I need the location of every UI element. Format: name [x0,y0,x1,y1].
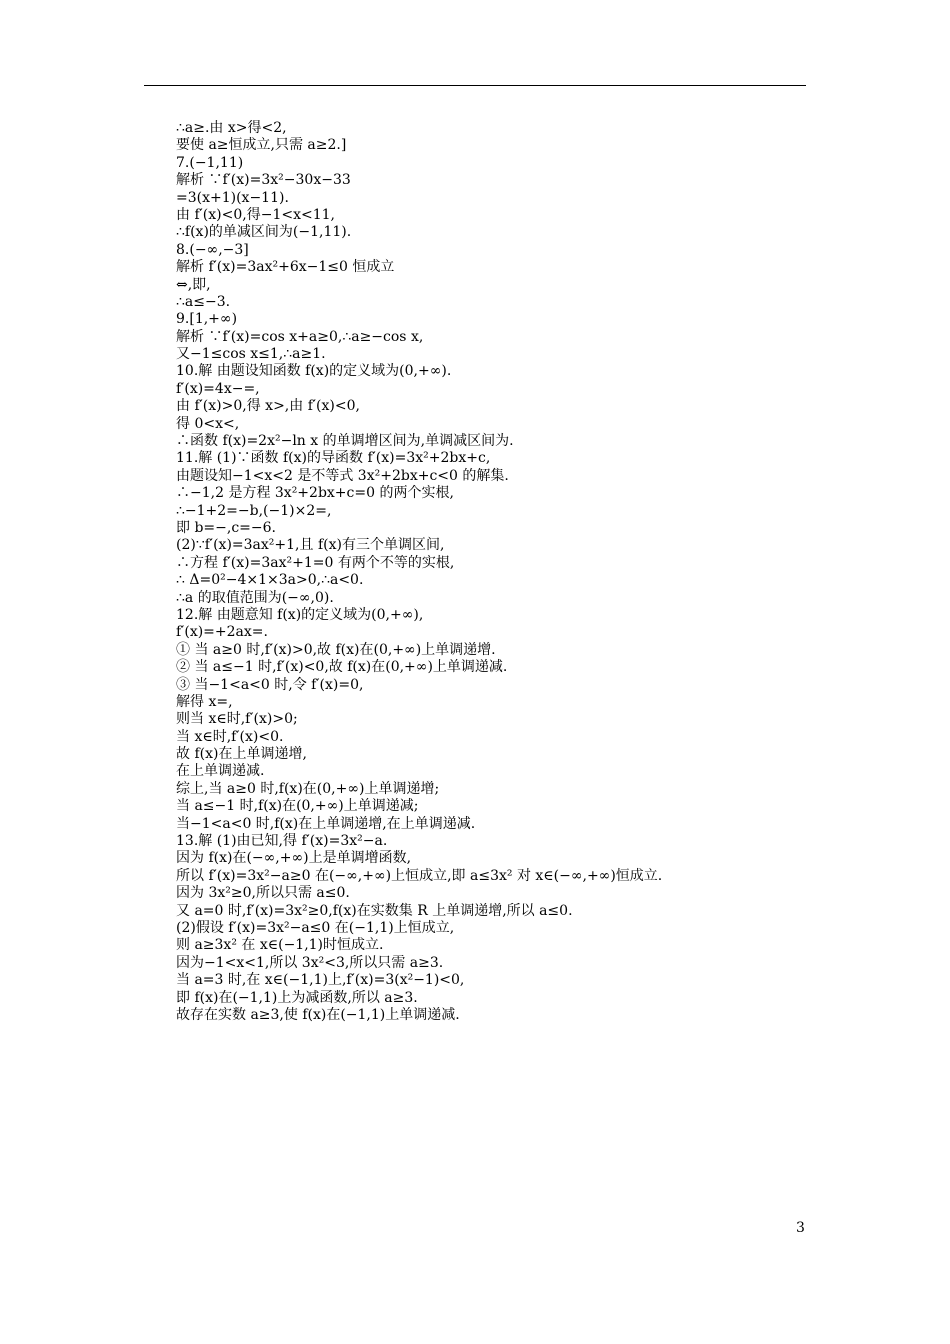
text-line: 故 f(x)在上单调递增, [176,746,307,763]
text-line: ∴f(x)的单减区间为(−1,11). [176,224,352,241]
text-line: ⇔,即, [176,276,211,293]
page-number: 3 [796,1220,805,1236]
text-line: 由题设知−1<x<2 是不等式 3x²+2bx+c<0 的解集. [176,467,509,484]
text-line: 解析 ∵f′(x)=3x²−30x−33 [176,172,351,189]
text-line: ∴方程 f′(x)=3ax²+1=0 有两个不等的实根, [176,554,455,571]
text-line: 故存在实数 a≥3,使 f(x)在(−1,1)上单调递减. [176,1006,460,1023]
text-line: 11.解 (1)∵函数 f(x)的导函数 f′(x)=3x²+2bx+c, [176,450,491,467]
text-line: =3(x+1)(x−11). [176,189,289,206]
text-line: 因为−1<x<1,所以 3x²<3,所以只需 a≥3. [176,954,444,971]
text-line: ∴a 的取值范围为(−∞,0). [176,589,334,606]
text-line: 7.(−1,11) [176,154,244,171]
text-line: 在上单调递减. [176,763,265,780]
text-line: 解析 ∵f′(x)=cos x+a≥0,∴a≥−cos x, [176,328,424,345]
text-line: 当−1<a<0 时,f(x)在上单调递增,在上单调递减. [176,815,476,832]
text-line: ∴函数 f(x)=2x²−ln x 的单调增区间为,单调减区间为. [176,433,514,450]
text-line: f′(x)=4x−=, [176,380,260,397]
document-body [176,120,826,1024]
text-line: 由 f′(x)<0,得−1<x<11, [176,206,335,223]
text-line: 由 f′(x)>0,得 x>,由 f′(x)<0, [176,398,360,415]
text-line: 10.解 由题设知函数 f(x)的定义域为(0,+∞). [176,363,452,380]
text-line: 13.解 (1)由已知,得 f′(x)=3x²−a. [176,833,388,850]
text-line: 则当 x∈时,f′(x)>0; [176,711,298,728]
text-line: 又 a=0 时,f′(x)=3x²≥0,f(x)在实数集 R 上单调递增,所以 a≤0. [176,902,573,919]
text-line: 解得 x=, [176,693,233,710]
text-line: ∴ Δ=0²−4×1×3a>0,∴a<0. [176,572,364,589]
text-line: (2)∵f′(x)=3ax²+1,且 f(x)有三个单调区间, [176,537,445,554]
text-line: 因为 f(x)在(−∞,+∞)上是单调增函数, [176,850,412,867]
text-line: 要使 a≥恒成立,只需 a≥2.] [176,137,347,154]
text-line: 当 a≤−1 时,f(x)在(0,+∞)上单调递减; [176,798,419,815]
text-line: ∴−1,2 是方程 3x²+2bx+c=0 的两个实根, [176,485,454,502]
text-line: 当 a=3 时,在 x∈(−1,1)上,f′(x)=3(x²−1)<0, [176,972,465,989]
text-line: ② 当 a≤−1 时,f′(x)<0,故 f(x)在(0,+∞)上单调递减. [176,659,508,676]
text-line: 综上,当 a≥0 时,f(x)在(0,+∞)上单调递增; [176,780,440,797]
text-line: 又−1≤cos x≤1,∴a≥1. [176,346,326,363]
text-line: 8.(−∞,−3] [176,241,249,258]
text-line: 即 b=−,c=−6. [176,519,276,536]
text-line: 解析 f′(x)=3ax²+6x−1≤0 恒成立 [176,259,395,276]
text-line: 即 f(x)在(−1,1)上为减函数,所以 a≥3. [176,989,418,1006]
text-line: ① 当 a≥0 时,f′(x)>0,故 f(x)在(0,+∞)上单调递增. [176,641,496,658]
text-line: 所以 f′(x)=3x²−a≥0 在(−∞,+∞)上恒成立,即 a≤3x² 对 x∈(−∞,+∞)恒成立. [176,867,663,884]
text-line: 9.[1,+∞) [176,311,238,328]
text-line: 则 a≥3x² 在 x∈(−1,1)时恒成立. [176,937,384,954]
text-line: ∴a≤−3. [176,293,231,310]
text-line: 因为 3x²≥0,所以只需 a≤0. [176,885,350,902]
text-line: 得 0<x<, [176,415,240,432]
text-line: ∴a≥.由 x>得<2, [176,120,287,136]
text-line: ③ 当−1<a<0 时,令 f′(x)=0, [176,676,364,693]
text-line: f′(x)=+2ax=. [176,624,268,641]
text-line: 12.解 由题意知 f(x)的定义域为(0,+∞), [176,606,424,623]
text-line: 当 x∈时,f′(x)<0. [176,728,284,745]
header-rule [144,85,806,86]
text-line: ∴−1+2=−b,(−1)×2=, [176,502,332,519]
text-line: (2)假设 f′(x)=3x²−a≤0 在(−1,1)上恒成立, [176,919,455,936]
